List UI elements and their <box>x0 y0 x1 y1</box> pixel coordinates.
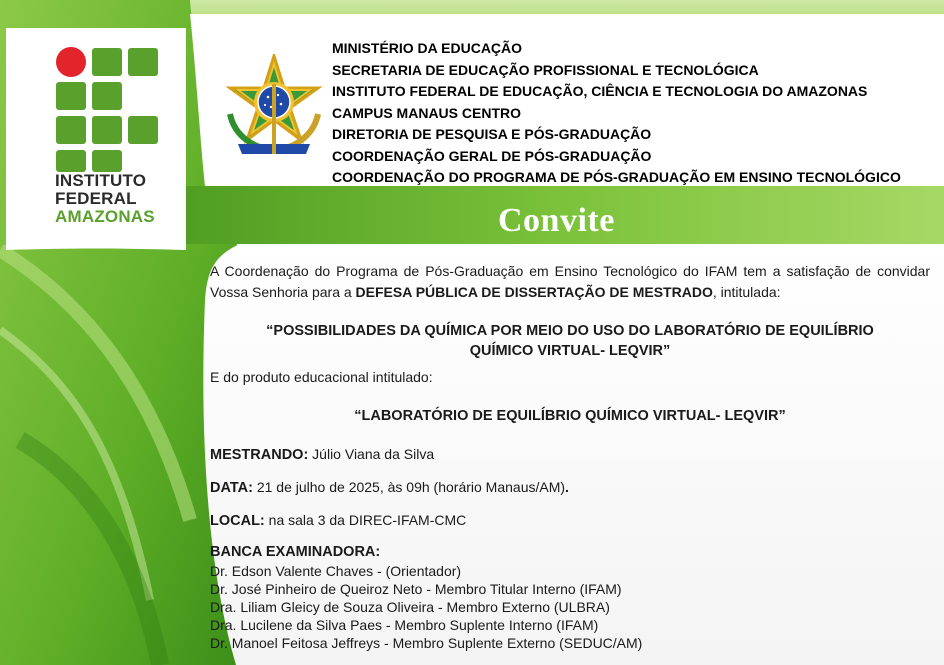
product-intro: E do produto educacional intitulado: <box>210 369 433 385</box>
committee-member: Dr. Manoel Feitosa Jeffreys - Membro Suplente Externo (SEDUC/AM) <box>210 635 643 651</box>
intro-text-end: , intitulada: <box>712 284 781 300</box>
logo-line-1: INSTITUTO <box>55 171 147 190</box>
page-title: Convite <box>498 202 615 239</box>
ifam-logo-icon <box>50 40 170 172</box>
committee-member: Dr. José Pinheiro de Queiroz Neto - Membro Titular Interno (IFAM) <box>210 581 622 597</box>
committee-list <box>210 562 930 652</box>
logo-line-2: FEDERAL <box>55 189 137 208</box>
committee-member: Dra. Lucilene da Silva Paes - Membro Suplente Interno (IFAM) <box>210 617 599 633</box>
date-label: DATA: <box>210 480 253 496</box>
date-field <box>210 477 930 499</box>
committee-member: Dra. Liliam Gleicy de Souza Oliveira - Membro Externo (ULBRA) <box>210 599 610 615</box>
committee-title: BANCA EXAMINADORA: <box>210 544 381 560</box>
ifam-logo-text <box>55 172 155 226</box>
intro-text: A Coordenação do Programa de Pós-Graduação em Ensino Tecnológico do IFAM tem a satisfação de convidar Vossa Senhoria para a <box>210 263 930 300</box>
header-line: COORDENAÇÃO DO PROGRAMA DE PÓS-GRADUAÇÃO EM ENSINO TECNOLÓGICO <box>332 169 901 185</box>
invitation-body <box>210 261 930 652</box>
intro-paragraph <box>210 261 930 303</box>
location-label: LOCAL: <box>210 513 265 529</box>
location-field <box>210 510 930 532</box>
product-title: “LABORATÓRIO DE EQUILÍBRIO QUÍMICO VIRTUAL- LEQVIR” <box>354 408 786 424</box>
student-value: Júlio Viana da Silva <box>308 446 435 462</box>
header-line: MINISTÉRIO DA EDUCAÇÃO <box>332 40 523 56</box>
student-label: MESTRANDO: <box>210 447 309 463</box>
thesis-title <box>210 321 930 361</box>
committee-member: Dr. Edson Valente Chaves - (Orientador) <box>210 563 462 579</box>
header-line: INSTITUTO FEDERAL DE EDUCAÇÃO, CIÊNCIA E TECNOLOGIA DO AMAZONAS <box>332 83 868 99</box>
thesis-title-line: QUÍMICO VIRTUAL- LEQVIR” <box>469 343 671 359</box>
brasao-republica-icon <box>220 54 328 158</box>
date-value: 21 de julho de 2025, às 09h (horário Manaus/AM) <box>252 479 566 495</box>
header-line: CAMPUS MANAUS CENTRO <box>332 104 521 121</box>
thesis-title-line: “POSSIBILIDADES DA QUÍMICA POR MEIO DO USO DO LABORATÓRIO DE EQUILÍBRIO <box>266 323 874 339</box>
header-line: COORDENAÇÃO GERAL DE PÓS-GRADUAÇÃO <box>332 147 652 164</box>
institution-header <box>332 38 901 189</box>
student-field <box>210 444 930 466</box>
header-line: DIRETORIA DE PESQUISA E PÓS-GRADUAÇÃO <box>332 126 652 142</box>
intro-bold-text: DEFESA PÚBLICA DE DISSERTAÇÃO DE MESTRADO <box>355 284 713 300</box>
date-period: . <box>565 479 569 495</box>
location-value: na sala 3 da DIREC-IFAM-CMC <box>264 512 467 528</box>
header-line: SECRETARIA DE EDUCAÇÃO PROFISSIONAL E TECNOLÓGICA <box>332 61 759 78</box>
logo-line-3: AMAZONAS <box>55 207 155 226</box>
